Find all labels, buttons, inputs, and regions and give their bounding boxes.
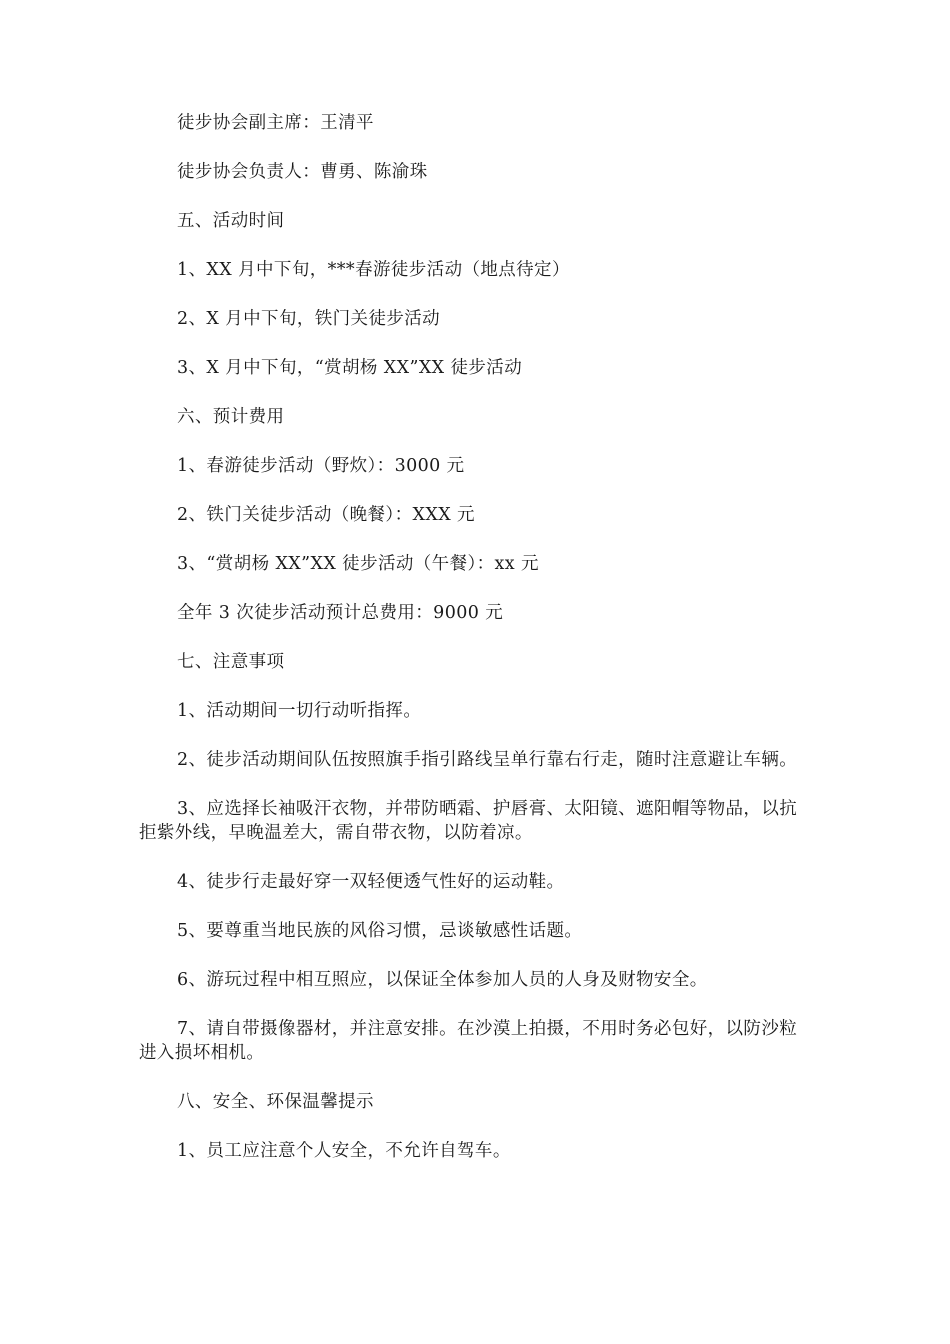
paragraph-note-6: 6、游玩过程中相互照应，以保证全体参加人员的人身及财物安全。 bbox=[177, 970, 708, 990]
paragraph-time-item-1: 1、XX 月中下旬，***春游徒步活动（地点待定） bbox=[177, 260, 570, 280]
document-body bbox=[139, 111, 809, 1163]
paragraph-cost-item-3: 3、“赏胡杨 XX”XX 徒步活动（午餐）：xx 元 bbox=[177, 554, 539, 574]
heading-estimated-cost: 六、预计费用 bbox=[177, 407, 285, 427]
paragraph-time-item-3: 3、X 月中下旬，“赏胡杨 XX”XX 徒步活动 bbox=[177, 358, 523, 378]
heading-notes: 七、注意事项 bbox=[177, 652, 285, 672]
paragraph-vice-chairman: 徒步协会副主席：王清平 bbox=[177, 113, 374, 133]
paragraph-safety-tip-1: 1、员工应注意个人安全，不允许自驾车。 bbox=[177, 1141, 511, 1161]
paragraph-note-3: 3、应选择长袖吸汗衣物，并带防晒霜、护唇膏、太阳镜、遮阳帽等物品，以抗拒紫外线，早晚温差大，需自带衣物，以防着凉。 bbox=[139, 799, 798, 843]
paragraph-time-item-2: 2、X 月中下旬，铁门关徒步活动 bbox=[177, 309, 441, 329]
paragraph-cost-item-1: 1、春游徒步活动（野炊）：3000 元 bbox=[177, 456, 465, 476]
paragraph-note-5: 5、要尊重当地民族的风俗习惯，忌谈敏感性话题。 bbox=[177, 921, 583, 941]
paragraph-note-1: 1、活动期间一切行动听指挥。 bbox=[177, 701, 422, 721]
paragraph-note-7: 7、请自带摄像器材，并注意安排。在沙漠上拍摄，不用时务必包好，以防沙粒进入损坏相机。 bbox=[139, 1019, 798, 1063]
paragraph-persons-in-charge: 徒步协会负责人：曹勇、陈渝珠 bbox=[177, 162, 428, 182]
paragraph-cost-item-2: 2、铁门关徒步活动（晚餐）：XXX 元 bbox=[177, 505, 475, 525]
paragraph-note-4: 4、徒步行走最好穿一双轻便透气性好的运动鞋。 bbox=[177, 872, 565, 892]
paragraph-total-cost: 全年 3 次徒步活动预计总费用：9000 元 bbox=[177, 603, 504, 623]
heading-safety-tips: 八、安全、环保温馨提示 bbox=[177, 1092, 374, 1112]
heading-activity-time: 五、活动时间 bbox=[177, 211, 285, 231]
paragraph-note-2: 2、徒步活动期间队伍按照旗手指引路线呈单行靠右行走，随时注意避让车辆。 bbox=[177, 750, 798, 770]
